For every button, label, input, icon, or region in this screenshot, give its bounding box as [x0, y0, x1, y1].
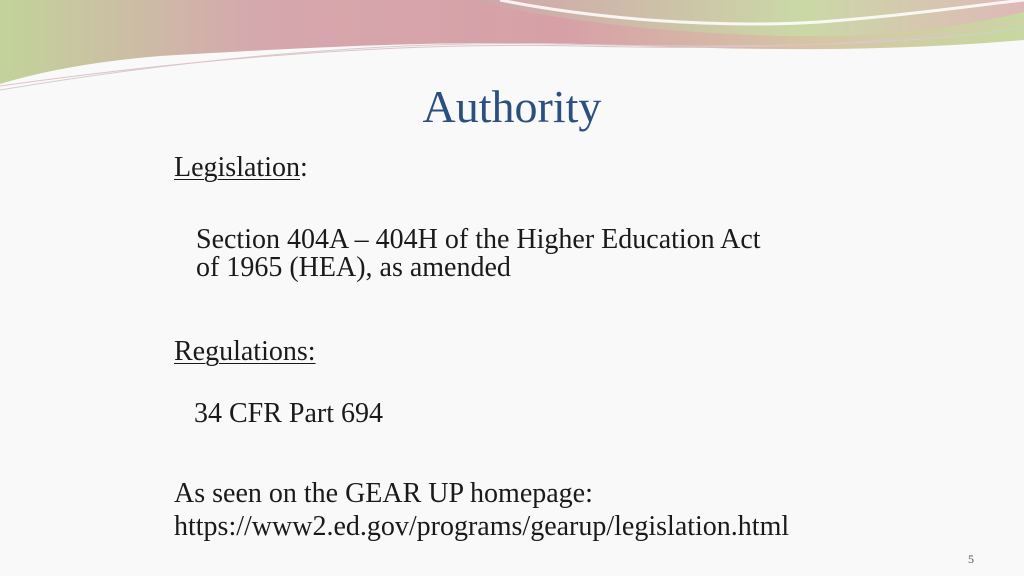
- regulations-heading: Regulations:: [174, 336, 316, 367]
- source-url: https://www2.ed.gov/programs/gearup/legislation.html: [174, 511, 790, 542]
- legislation-heading-colon: :: [299, 152, 308, 183]
- slide-title: Authority: [422, 81, 602, 132]
- legislation-text-line-1: Section 404A – 404H of the Higher Education Act: [196, 224, 761, 255]
- page-number: 5: [968, 552, 974, 566]
- legislation-text-line-2: of 1965 (HEA), as amended: [196, 252, 511, 283]
- regulations-text: 34 CFR Part 694: [194, 398, 384, 429]
- legislation-heading: [174, 152, 308, 184]
- source-note: As seen on the GEAR UP homepage:: [174, 478, 593, 509]
- legislation-heading-text: Legislation: [174, 152, 300, 183]
- legislation-text: [196, 226, 761, 282]
